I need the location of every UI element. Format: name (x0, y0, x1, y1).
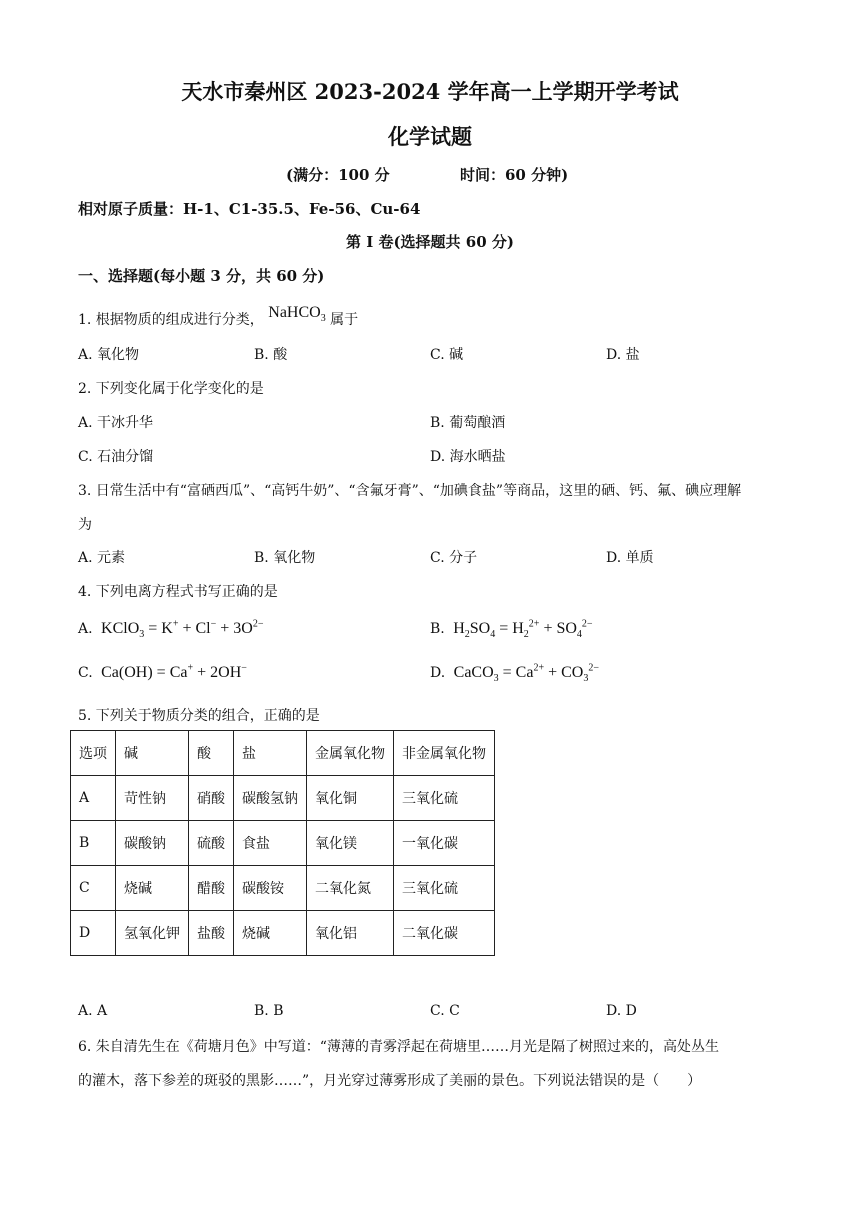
table-cell: 碳酸氢钠 (234, 776, 307, 821)
q3-option-c[interactable]: C. 分子 (430, 550, 478, 566)
question-2-stem: 2. 下列变化属于化学变化的是 (78, 381, 264, 397)
question-3-stem-line2: 为 (78, 517, 92, 533)
table-cell: 非金属氧化物 (394, 731, 495, 776)
table-cell: 三氧化硫 (394, 776, 495, 821)
table-cell: 一氧化碳 (394, 821, 495, 866)
table-cell: 氧化铝 (307, 911, 394, 956)
q1-option-c[interactable]: C. 碱 (430, 347, 464, 363)
q2-option-b[interactable]: B. 葡萄酿酒 (430, 415, 506, 431)
question-1-stem: 1. 根据物质的组成进行分类， (78, 312, 264, 328)
q4-option-c[interactable] (78, 664, 247, 682)
table-row (71, 866, 495, 911)
table-cell: 金属氧化物 (307, 731, 394, 776)
q5-option-d[interactable]: D. D (606, 1003, 637, 1019)
table-cell: C (71, 866, 116, 911)
q1-option-d[interactable]: D. 盐 (606, 347, 640, 363)
question-6-stem-line2: 的灌木，落下参差的斑驳的黑影……”，月光穿过薄雾形成了美丽的景色。下列说法错误的是（ ） (78, 1073, 702, 1089)
q5-option-c[interactable]: C. C (430, 1003, 460, 1019)
table-cell: 碳酸钠 (116, 821, 189, 866)
q4-option-b[interactable] (430, 618, 593, 641)
q1-option-a[interactable]: A. 氧化物 (78, 347, 140, 363)
table-cell: 醋酸 (189, 866, 234, 911)
table-header-row (71, 731, 495, 776)
question-1 (78, 304, 359, 329)
table-cell: 烧碱 (116, 866, 189, 911)
q4-option-a[interactable] (78, 618, 264, 641)
question-5-stem: 5. 下列关于物质分类的组合，正确的是 (78, 708, 320, 724)
formula-nahco3: NaHCO$_3$ (268, 304, 326, 325)
q3-option-b[interactable]: B. 氧化物 (254, 550, 316, 566)
q3-option-d[interactable]: D. 单质 (606, 550, 654, 566)
q5-option-b[interactable]: B. B (254, 1003, 284, 1019)
table-cell: D (71, 911, 116, 956)
table-cell: 氧化铜 (307, 776, 394, 821)
classification-table (70, 730, 495, 956)
q5-option-a[interactable]: A. A (78, 1003, 108, 1019)
time-info: 时间：60 分钟) (460, 166, 569, 184)
exam-title: 天水市秦州区 2023-2024 学年高一上学期开学考试 (181, 79, 679, 104)
table-cell: 苛性钠 (116, 776, 189, 821)
equation-c: Ca(OH) = Ca+ + 2OH− (97, 662, 247, 681)
q4-option-b-label: B. (430, 621, 445, 637)
score-info: (满分：100 分 (286, 166, 390, 184)
q4-option-d-label: D. (430, 665, 446, 681)
table-cell: 盐酸 (189, 911, 234, 956)
question-1-stem-end: 属于 (330, 312, 359, 328)
question-4-stem: 4. 下列电离方程式书写正确的是 (78, 584, 278, 600)
equation-b: $H_2SO_4 = H_2^{2+} + SO_4^{2-}$ (449, 618, 593, 641)
table-cell: 盐 (234, 731, 307, 776)
equation-a: KClO$_3$ = $K^+ + Cl^- + 3O^{2-}$ (97, 618, 264, 641)
table-cell: 三氧化硫 (394, 866, 495, 911)
table-cell: 氢氧化钾 (116, 911, 189, 956)
table-cell: 硫酸 (189, 821, 234, 866)
table-cell: 食盐 (234, 821, 307, 866)
table-cell: 二氧化氮 (307, 866, 394, 911)
table-cell: 酸 (189, 731, 234, 776)
atomic-mass-line: 相对原子质量：H-1、C1-35.5、Fe-56、Cu-64 (78, 200, 421, 218)
table-cell: A (71, 776, 116, 821)
table-cell: 选项 (71, 731, 116, 776)
table-row (71, 911, 495, 956)
question-3-stem-line1: 3. 日常生活中有“富硒西瓜”、“高钙牛奶”、“含氟牙膏”、“加碘食盐”等商品，这里的硒、钙、氟、碘应理解 (78, 483, 742, 499)
q4-option-c-label: C. (78, 665, 93, 681)
table-cell: 氧化镁 (307, 821, 394, 866)
exam-subtitle: 化学试题 (388, 124, 472, 149)
table-cell: B (71, 821, 116, 866)
q4-option-a-label: A. (78, 621, 93, 637)
table-cell: 二氧化碳 (394, 911, 495, 956)
table-cell: 烧碱 (234, 911, 307, 956)
q2-option-c[interactable]: C. 石油分馏 (78, 449, 154, 465)
equation-d: CaCO$_3$ = $Ca^{2+} + CO_3^{2-}$ (449, 662, 599, 685)
table-cell: 碱 (116, 731, 189, 776)
table-cell: 硝酸 (189, 776, 234, 821)
table-cell: 碳酸铵 (234, 866, 307, 911)
q2-option-a[interactable]: A. 干冰升华 (78, 415, 154, 431)
volume-heading: 第 I 卷(选择题共 60 分) (346, 233, 514, 251)
table-row (71, 821, 495, 866)
section-heading: 一、选择题(每小题 3 分，共 60 分) (78, 267, 325, 285)
q2-option-d[interactable]: D. 海水晒盐 (430, 449, 506, 465)
question-6-stem-line1: 6. 朱自清先生在《荷塘月色》中写道：“薄薄的青雾浮起在荷塘里……月光是隔了树照过来的，高处丛生 (78, 1039, 719, 1055)
q3-option-a[interactable]: A. 元素 (78, 550, 126, 566)
q4-option-d[interactable] (430, 662, 599, 685)
table-row (71, 776, 495, 821)
q1-option-b[interactable]: B. 酸 (254, 347, 288, 363)
